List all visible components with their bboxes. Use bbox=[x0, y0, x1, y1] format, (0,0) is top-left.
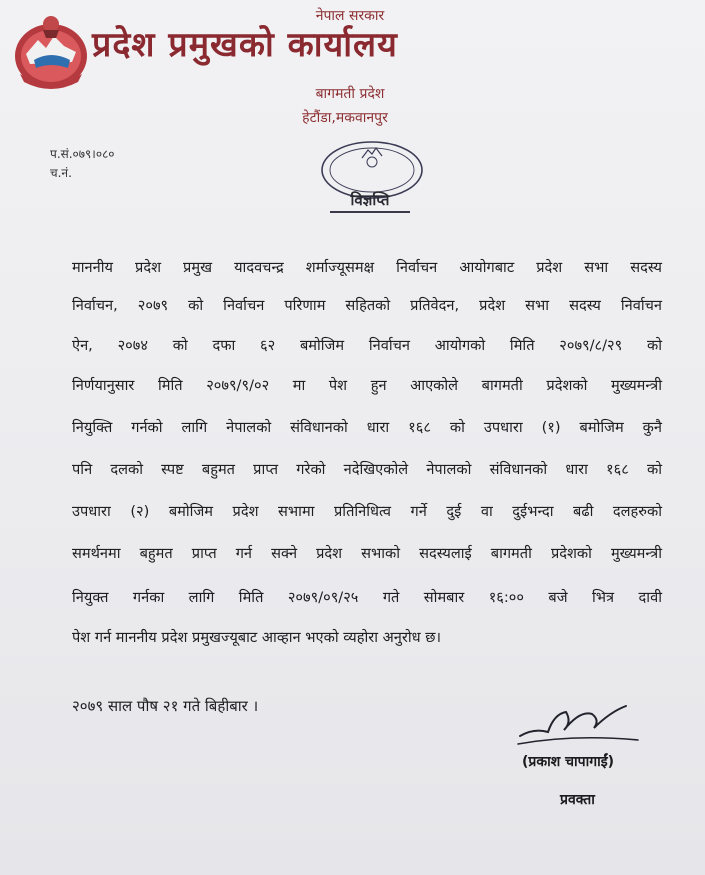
reference-number: प.सं.०७९।०८० bbox=[50, 147, 115, 161]
signature-icon bbox=[514, 700, 644, 750]
signer-name: (प्रकाश चापागाईं) bbox=[522, 754, 615, 770]
office-address: हेटौंडा,मकवानपुर bbox=[302, 110, 388, 126]
body-line: नियुक्त गर्नका लागि मिति २०७९/०९/२५ गते सोमबार १६:०० बजे भित्र दावी bbox=[72, 589, 662, 606]
office-title: प्रदेश प्रमुखको कार्यालय bbox=[92, 25, 398, 65]
body-line: निर्वाचन, २०७९ को निर्वाचन परिणाम सहितको प्रतिवेदन, प्रदेश सभा सदस्य निर्वाचन bbox=[72, 297, 662, 314]
body-line: निर्णयानुसार मिति २०७९/९/०२ मा पेश हुन आएकोले बागमती प्रदेशको मुख्यमन्त्री bbox=[72, 377, 662, 394]
body-line: नियुक्ति गर्नको लागि नेपालको संविधानको धारा १६८ को उपधारा (१) बमोजिम कुनै bbox=[72, 419, 662, 436]
nepal-emblem-icon bbox=[12, 10, 90, 90]
province-name: बागमती प्रदेश bbox=[315, 86, 385, 102]
body-line: पनि दलको स्पष्ट बहुमत प्राप्त गरेको नदेखिएकोले नेपालको संविधानको धारा १६८ को bbox=[72, 461, 662, 478]
body-line: समर्थनमा बहुमत प्राप्त गर्न सक्ने प्रदेश सभाको सदस्यलाई बागमती प्रदेशको मुख्यमन्त्री bbox=[72, 545, 662, 562]
body-line: माननीय प्रदेश प्रमुख यादवचन्द्र शर्माज्यूसमक्ष निर्वाचन आयोगबाट प्रदेश सभा सदस्य bbox=[72, 259, 662, 276]
date-line: २०७९ साल पौष २१ गते बिहीबार । bbox=[72, 697, 259, 715]
notice-title: विज्ञप्ति bbox=[330, 190, 410, 213]
body-line: ऐन, २०७४ को दफा ६२ बमोजिम निर्वाचन आयोगको मिति २०७९/८/२९ को bbox=[72, 337, 662, 354]
body-line: उपधारा (२) बमोजिम प्रदेश सभामा प्रतिनिधित्व गर्ने दुई वा दुईभन्दा बढी दलहरुको bbox=[72, 503, 662, 520]
body-line: पेश गर्न माननीय प्रदेश प्रमुखज्यूबाट आव्हान भएको व्यहोरा अनुरोध छ। bbox=[72, 629, 442, 646]
dispatch-number: च.नं. bbox=[50, 166, 72, 180]
signer-role: प्रवक्ता bbox=[560, 792, 595, 808]
government-name: नेपाल सरकार bbox=[315, 8, 385, 24]
